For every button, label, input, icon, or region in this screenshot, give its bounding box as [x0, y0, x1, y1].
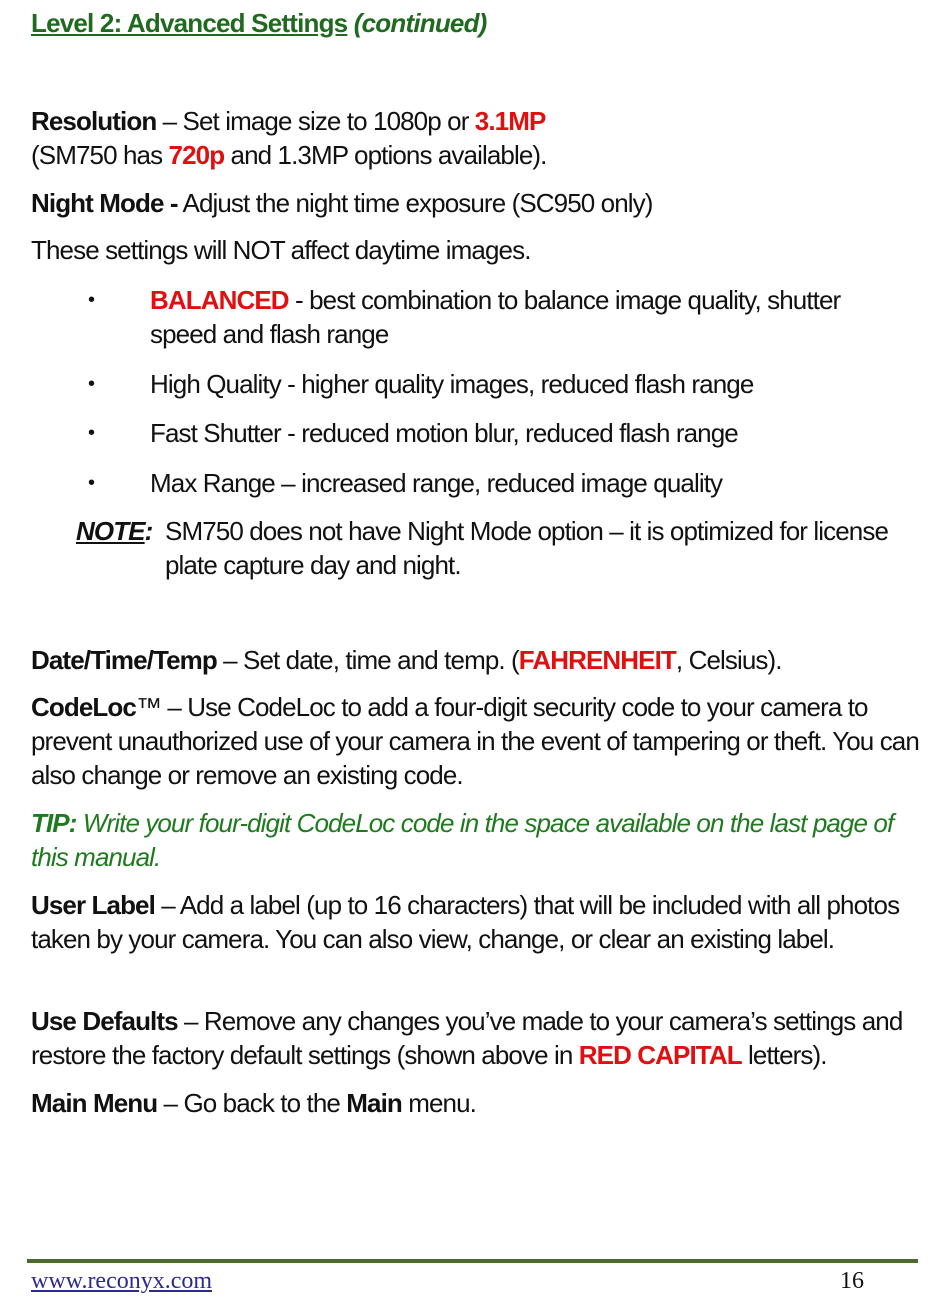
- heading-continued: (continued): [353, 8, 487, 38]
- note-label: NOTE: [76, 516, 145, 546]
- use-defaults-text-1: – Remove any changes you’ve made to your camera’s settings and restore the factory default settings (shown above in: [31, 1006, 903, 1070]
- bullet-glyph: •: [88, 289, 95, 311]
- night-mode-note-line: These settings will NOT affect daytime images.: [31, 235, 531, 265]
- codeloc-paragraph: [31, 690, 921, 792]
- tip-text: Write your four-digit CodeLoc code in the space available on the last page of this manual.: [31, 808, 894, 872]
- bullet-glyph: •: [88, 422, 95, 444]
- bullet-text: High Quality - higher quality images, reduced flash range: [150, 369, 754, 399]
- bullet-highlight: BALANCED: [150, 285, 289, 315]
- user-label-text: – Add a label (up to 16 characters) that will be included with all photos taken by your camera. You can also view, change, or clear an existing label.: [31, 890, 900, 954]
- resolution-paragraph: [31, 104, 921, 172]
- main-menu-text-1: – Go back to the: [157, 1088, 347, 1118]
- codeloc-label: CodeLoc: [31, 692, 136, 722]
- footer-url-link[interactable]: www.reconyx.com: [31, 1268, 213, 1294]
- bullet-glyph: •: [88, 472, 95, 494]
- night-mode-text: Adjust the night time exposure (SC950 only): [177, 188, 653, 218]
- use-defaults-paragraph: [31, 1004, 921, 1072]
- use-defaults-text-2: letters).: [741, 1040, 827, 1070]
- datetime-highlight: FAHRENHEIT: [518, 645, 676, 675]
- bullet-text: - best combination to balance image quality, shutter speed and flash range: [150, 285, 841, 349]
- datetime-paragraph: [31, 643, 921, 677]
- note-text: SM750 does not have Night Mode option – it is optimized for license plate capture day and night.: [165, 516, 889, 580]
- use-defaults-highlight: RED CAPITAL: [578, 1040, 742, 1070]
- user-label-label: User Label: [31, 890, 155, 920]
- main-menu-paragraph: [31, 1086, 921, 1120]
- footer-rule: [27, 1259, 918, 1263]
- resolution-highlight-2: 720p: [168, 140, 225, 170]
- night-mode-paragraph: [31, 186, 921, 220]
- datetime-label: Date/Time/Temp: [31, 645, 217, 675]
- page-heading: [31, 8, 487, 39]
- main-menu-bold: Main: [346, 1088, 402, 1118]
- resolution-label: Resolution: [31, 106, 157, 136]
- codeloc-text: ™ – Use CodeLoc to add a four-digit security code to your camera to prevent unauthorized use of your camera in the event of tampering or theft. You can also change or remove an existing code.: [31, 692, 919, 790]
- page-number: 16: [840, 1268, 864, 1294]
- main-menu-text-2: menu.: [401, 1088, 476, 1118]
- bullet-text: Max Range – increased range, reduced image quality: [150, 468, 723, 498]
- datetime-text-1: – Set date, time and temp. (: [216, 645, 519, 675]
- bullet-text: Fast Shutter - reduced motion blur, reduced flash range: [150, 418, 738, 448]
- resolution-highlight-1: 3.1MP: [474, 106, 546, 136]
- main-menu-label: Main Menu: [31, 1088, 158, 1118]
- datetime-text-2: , Celsius).: [675, 645, 782, 675]
- tip-paragraph: [31, 806, 911, 874]
- heading-title: Level 2: Advanced Settings: [31, 8, 348, 38]
- bullet-glyph: •: [88, 373, 95, 395]
- resolution-text-2: (SM750 has: [31, 140, 169, 170]
- resolution-text-3: and 1.3MP options available).: [224, 140, 547, 170]
- tip-label: TIP:: [31, 808, 77, 838]
- resolution-text-1: – Set image size to 1080p or: [156, 106, 475, 136]
- note-colon: :: [144, 516, 153, 546]
- user-label-paragraph: [31, 888, 921, 956]
- night-mode-label: Night Mode -: [31, 188, 178, 218]
- use-defaults-label: Use Defaults: [31, 1006, 178, 1036]
